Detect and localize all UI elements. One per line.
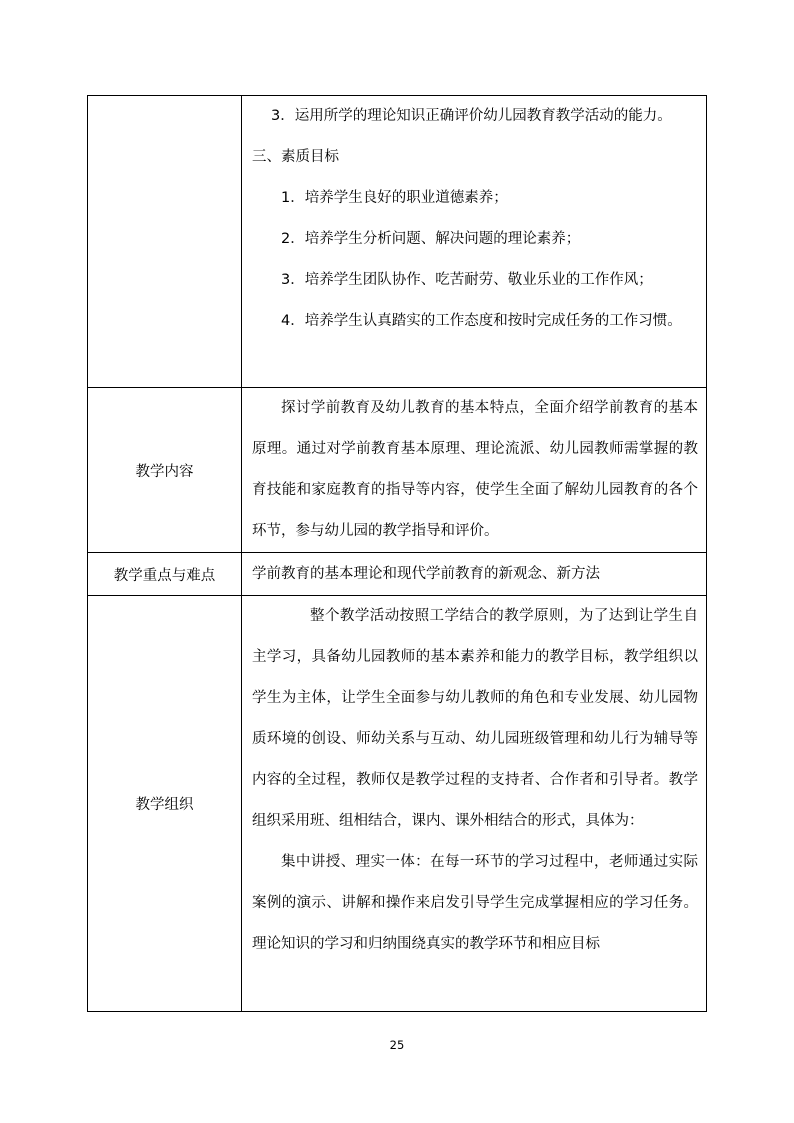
table-row-content xyxy=(88,388,707,553)
quality-goal-4: 4．培养学生认真踏实的工作态度和按时完成任务的工作习惯。 xyxy=(281,313,682,329)
organization-paragraph-1: 整个教学活动按照工学结合的教学原则，为了达到让学生自主学习，具备幼儿园教师的基本素养和能力的教学目标，教学组织以学生为主体，让学生全面参与幼儿教师的角色和专业发展、幼儿园物质环境的创设、师幼关系与互动、幼儿园班级管理和幼儿行为辅导等内容的全过程，教师仅是教学过程的支持者、合作者和引导者。教学组织采用班、组相结合，课内、课外相结合的形式，具体为： xyxy=(252,608,698,829)
row-label-key-points: 教学重点与难点 xyxy=(88,553,242,596)
quality-goal-3: 3．培养学生团队协作、吃苦耐劳、敬业乐业的工作作风； xyxy=(281,272,653,288)
table-row-organization xyxy=(88,596,707,1012)
row-content-key-points xyxy=(242,553,707,596)
row-content-teaching-organization xyxy=(242,596,707,1012)
page-number: 25 xyxy=(389,1038,405,1052)
row-content-objectives xyxy=(242,96,707,388)
row-label-teaching-organization: 教学组织 xyxy=(88,596,242,1012)
course-table xyxy=(87,95,707,1012)
quality-goal-1: 1．培养学生良好的职业道德素养； xyxy=(281,190,508,206)
organization-paragraph-2: 集中讲授、理实一体：在每一环节的学习过程中，老师通过实际案例的演示、讲解和操作来启发引导学生完成掌握相应的学习任务。理论知识的学习和归纳围绕真实的教学环节和相应目标 xyxy=(252,854,698,952)
row-label-teaching-content: 教学内容 xyxy=(88,388,242,553)
teaching-content-text: 探讨学前教育及幼儿教育的基本特点，全面介绍学前教育的基本原理。通过对学前教育基本原理、理论流派、幼儿园教师需掌握的教育技能和家庭教育的指导等内容，使学生全面了解幼儿园教育的各个环节，参与幼儿园的教学指导和评价。 xyxy=(252,400,698,539)
row-label-empty xyxy=(88,96,242,388)
objective-ability-3: 3．运用所学的理论知识正确评价幼儿园教育教学活动的能力。 xyxy=(271,108,672,124)
table-row-objectives xyxy=(88,96,707,388)
quality-goal-2: 2．培养学生分析问题、解决问题的理论素养； xyxy=(281,231,581,247)
table-row-key-points xyxy=(88,553,707,596)
section-heading-quality: 三、素质目标 xyxy=(252,149,339,165)
key-points-text: 学前教育的基本理论和现代学前教育的新观念、新方法 xyxy=(252,565,600,582)
row-content-teaching-content xyxy=(242,388,707,553)
